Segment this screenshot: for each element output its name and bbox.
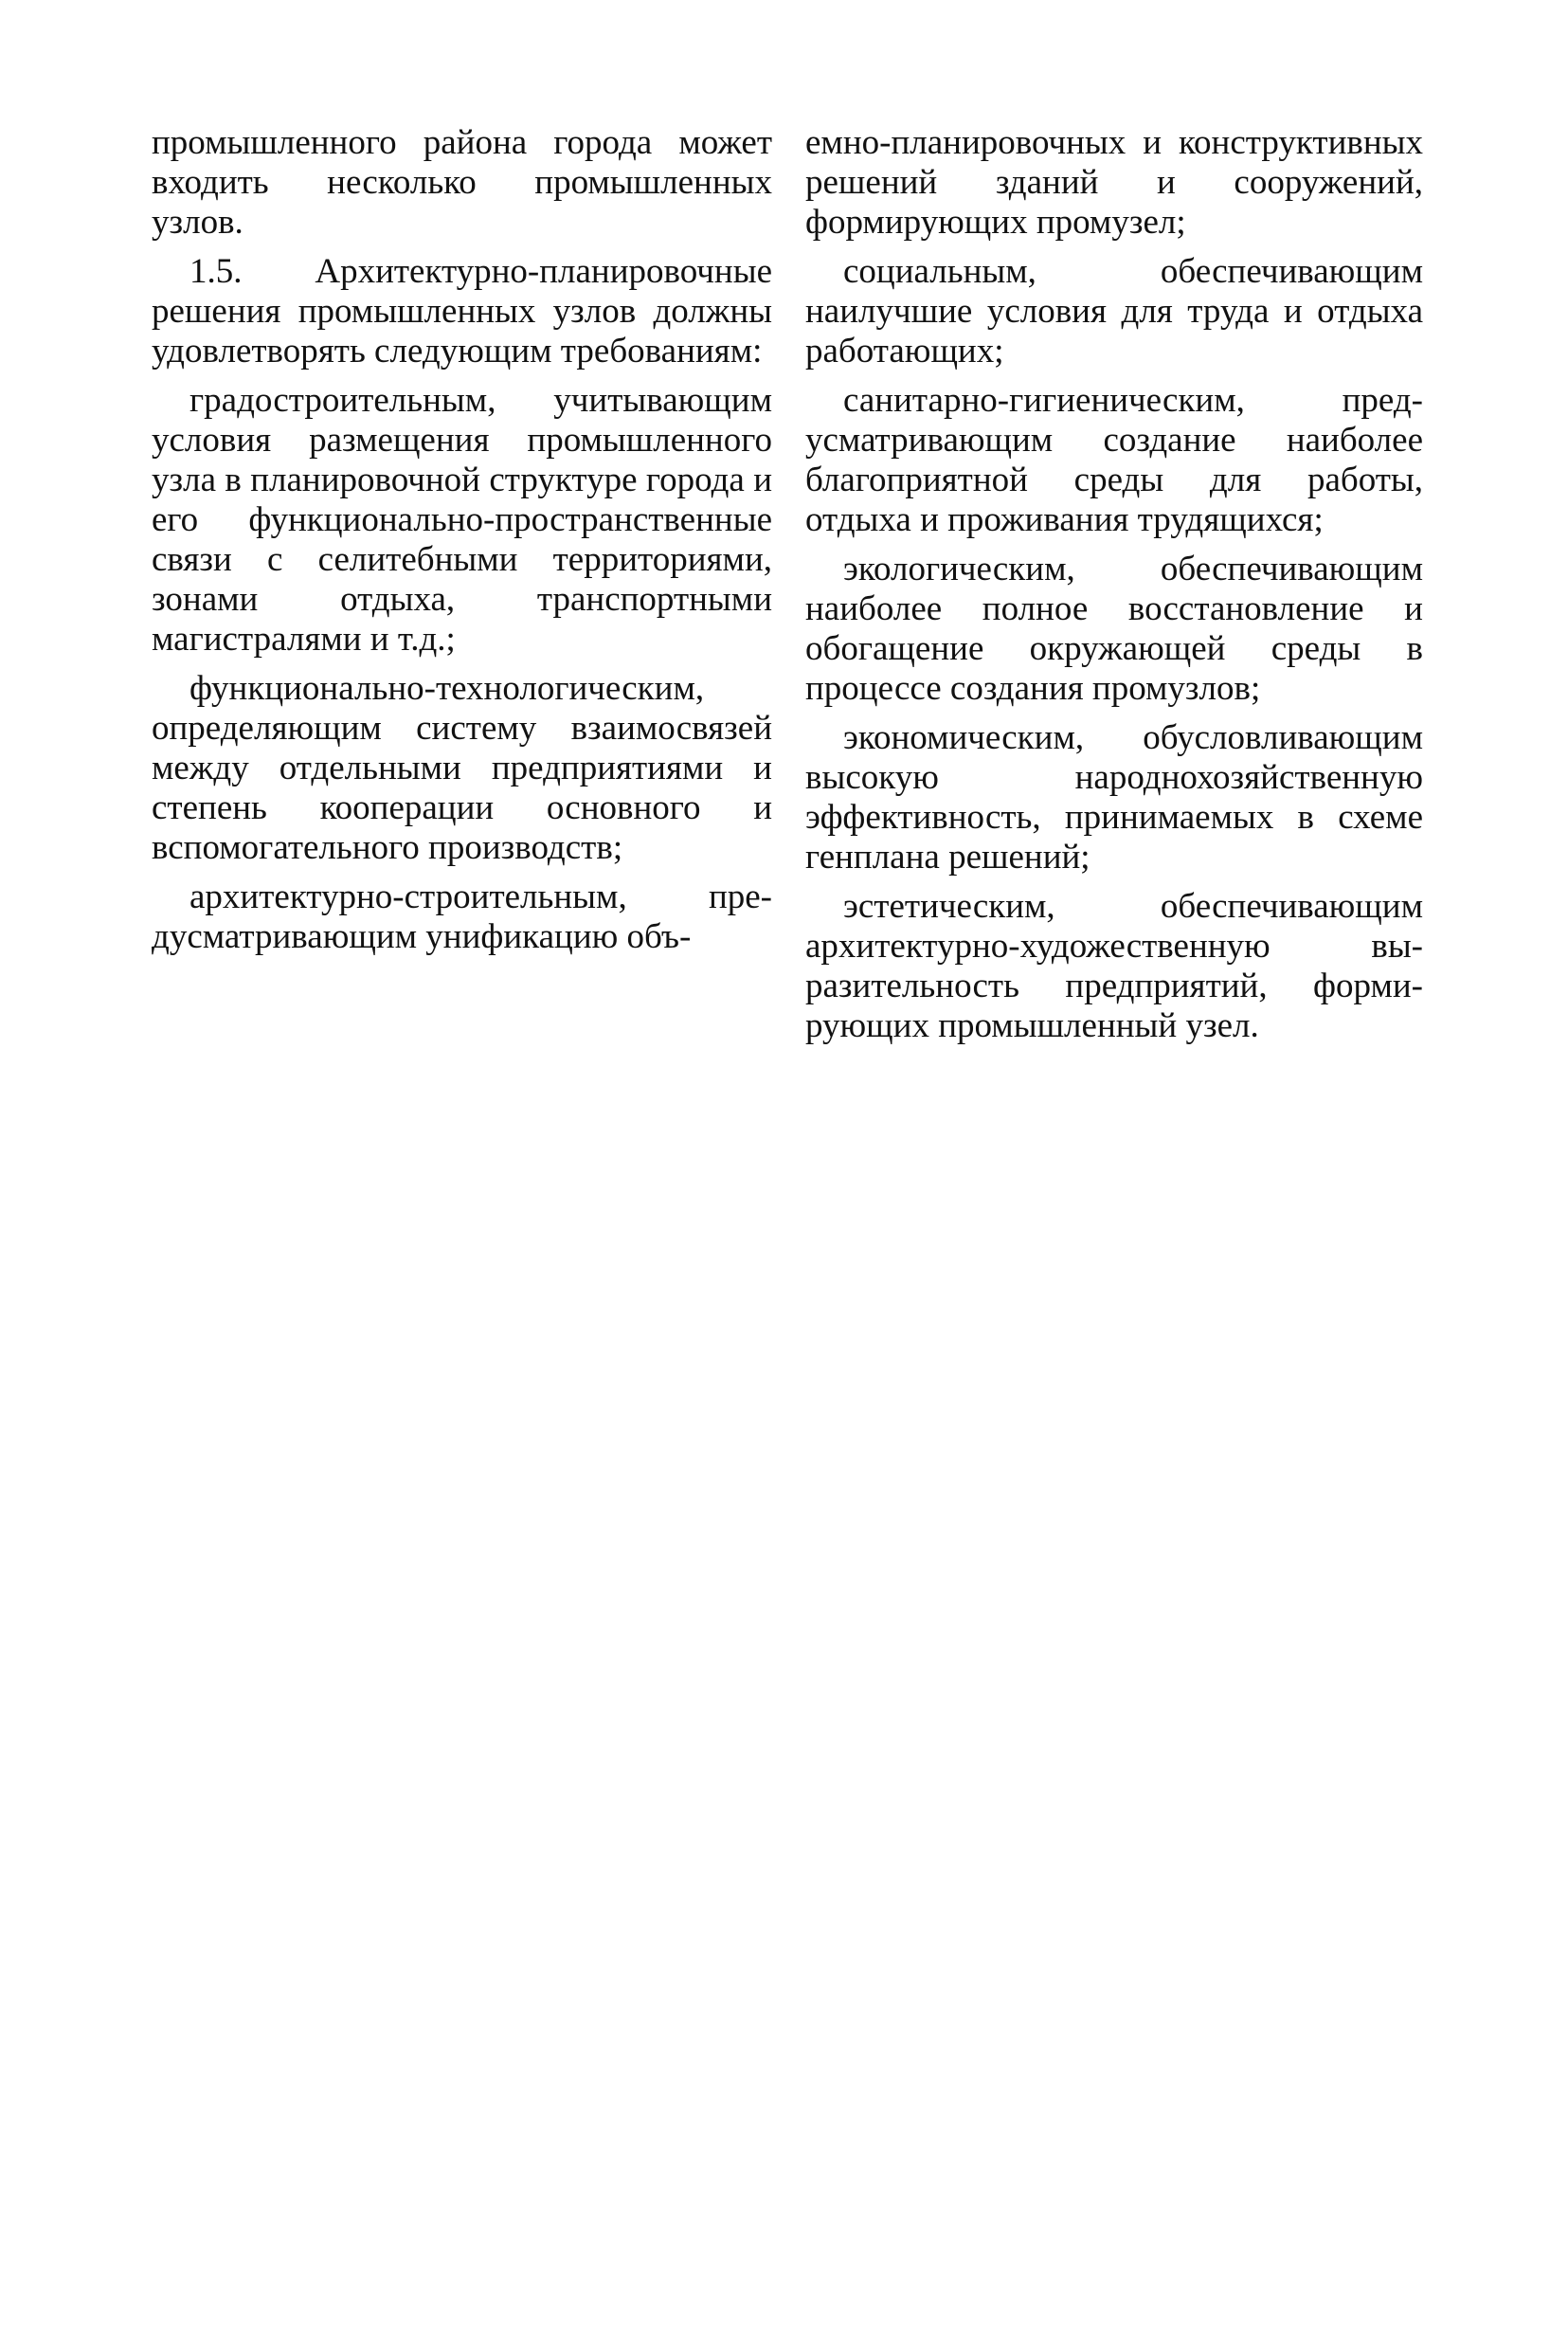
right-column xyxy=(805,123,1423,1056)
paragraph-sanitary-hygienic: санитарно-гигиеническим, предусматривающим создание наиболее благоприятной среды для работы, отдыха и проживания трудящихся; xyxy=(805,381,1423,539)
paragraph-section-1-5: 1.5. Архитектурно-планировочные решения промышленных узлов должны удовлетворять следующим требованиям: xyxy=(152,252,772,371)
paragraph-continuation-right: емно-планировочных и конструктивных решений зданий и сооружений, формирующих промузел; xyxy=(805,123,1423,242)
paragraph-economic: экономическим, обусловливающим высокую народнохозяйственную эффективность, принимаемых в схеме генплана решений; xyxy=(805,718,1423,877)
paragraph-continuation: промышленного района города может входить несколько промышленных узлов. xyxy=(152,123,772,242)
paragraph-ecological: экологическим, обеспечивающим наиболее полное восстановление и обогащение окружающей среды в процессе создания промузлов; xyxy=(805,550,1423,708)
left-column xyxy=(152,123,772,967)
paragraph-architectural-construction: архитектурно-строительным, предусматривающим унификацию объ- xyxy=(152,877,772,956)
paragraph-social: социальным, обеспечивающим наилучшие условия для труда и отдыха работающих; xyxy=(805,252,1423,371)
paragraph-aesthetic: эстетическим, обеспечивающим архитектурно-художественную выразительность предприятий, формирующих промышленный узел. xyxy=(805,887,1423,1045)
paragraph-functional-technological: функционально-технологическим, определяющим систему взаимосвязей между отдельными предприятиями и степень кооперации основного и вспомогательного производств; xyxy=(152,669,772,867)
paragraph-urban-planning: градостроительным, учитывающим условия размещения промышленного узла в планировочной структуре города и его функционально-пространственные связи с селитебными территориями, зонами отдыха, транспортными магистралями и т.д.; xyxy=(152,381,772,659)
